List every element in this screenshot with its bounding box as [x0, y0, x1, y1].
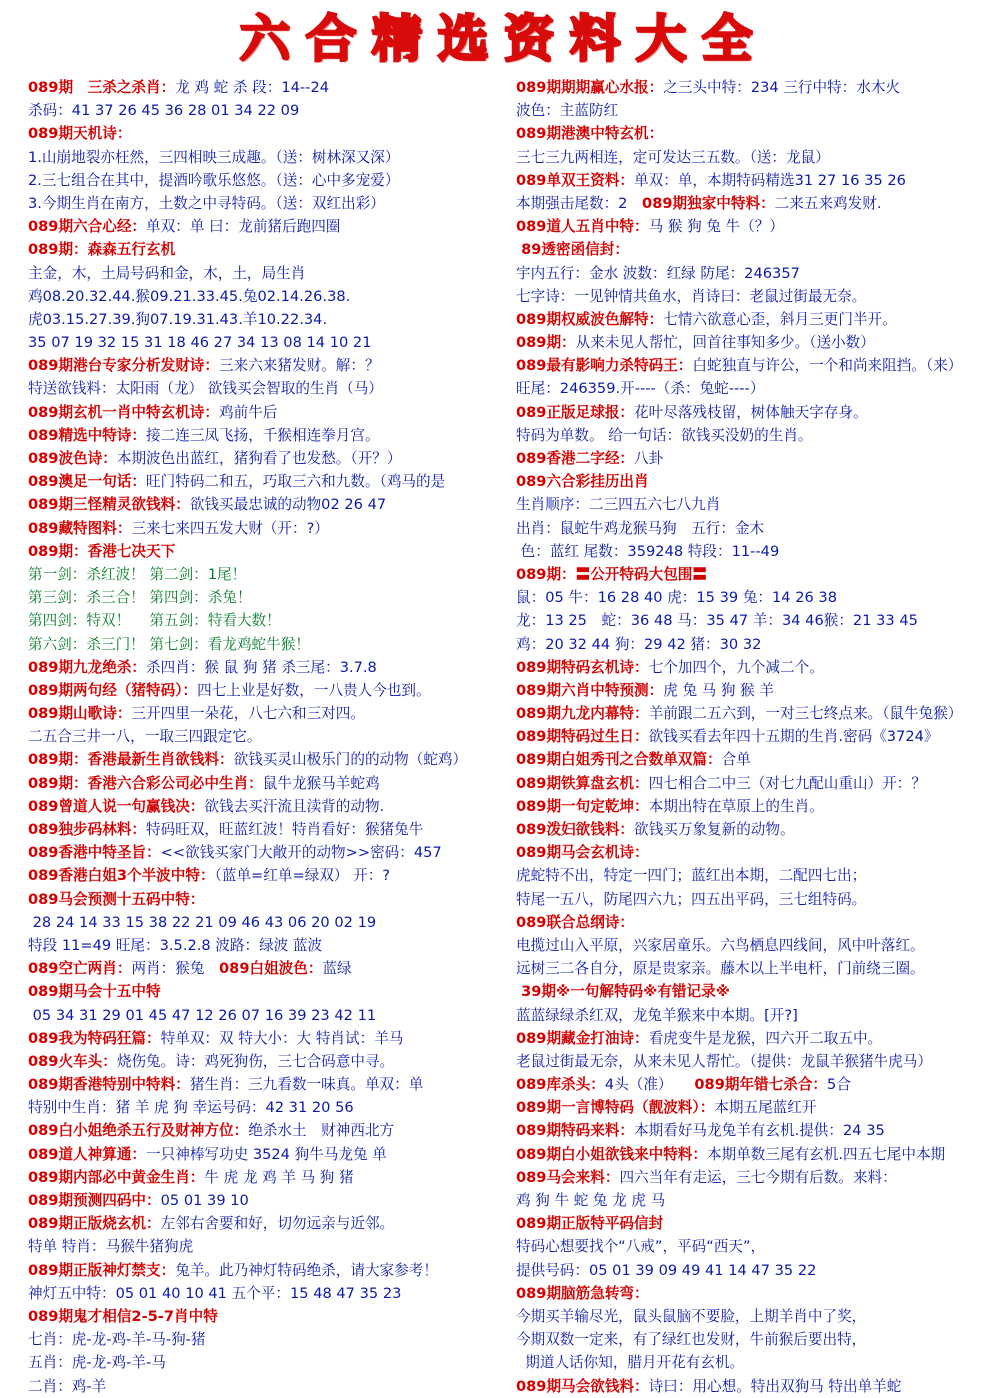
item-heading: 089马会来料： [516, 1168, 620, 1186]
item-text: 白蛇独直与许公，一个和尚来阻挡。（来） [692, 357, 963, 375]
left-line-45 [28, 1119, 518, 1142]
item-text: 特单 特肖：马猴牛猪狗虎 [28, 1238, 194, 1256]
left-line-38 [28, 957, 518, 980]
item-text: 花叶尽落残枝留，树体触天字存身。 [634, 403, 868, 421]
item-heading: 089期正版特平码信封 [516, 1215, 664, 1233]
right-line-22 [516, 586, 1004, 609]
item-text: 第六剑：杀三门！ 第七剑：看龙鸡蛇牛猴！ [28, 635, 310, 653]
item-text: 神灯五中特：05 01 40 10 41 五个平：15 48 47 35 23 [28, 1284, 402, 1302]
item-heading: 089期白姐秀刊之合数单双篇： [516, 751, 722, 769]
item-text: 单双：单 曰：龙前猪后跑四圈 [146, 218, 341, 236]
item-text: 从来未见人帮忙，回首往事知多少。（送小数） [575, 334, 875, 352]
item-text: 主金，木，土局号码和金，木，土，局生肖 [28, 264, 306, 282]
left-line-9 [28, 285, 518, 308]
item-text: 绝杀水土 财神西北方 [248, 1122, 395, 1140]
right-line-31 [516, 795, 1004, 818]
item-text: 马 猴 狗 兔 牛（？） [648, 218, 784, 236]
item-heading: 089期 三杀之杀肖： [28, 79, 176, 96]
item-text: 龙 鸡 蛇 杀 段：14--24 [175, 79, 330, 96]
item-text: 鸡08.20.32.44.猴09.21.33.45.兔02.14.26.38. [28, 287, 351, 305]
right-line-47 [516, 1166, 1004, 1189]
item-heading: 089期天机诗： [28, 125, 132, 143]
item-text: 欲钱买万象复新的动物。 [634, 821, 795, 838]
item-text: 本期单数三尾有玄机.四五七尾中本期 [707, 1145, 946, 1163]
left-line-47 [28, 1166, 518, 1189]
left-line-23 [28, 609, 518, 632]
left-line-51 [28, 1259, 518, 1282]
right-line-42 [516, 1050, 1004, 1073]
item-text: 七肖：虎-龙-鸡-羊-马-狗-猪 [28, 1331, 206, 1349]
item-text: 第一剑：杀红波！ 第二剑：1尾！ [28, 565, 247, 583]
right-line-32 [516, 818, 1004, 841]
item-heading: 089藏特图料： [28, 519, 132, 537]
item-text: 期道人话你知，腊月开花有玄机。 [516, 1354, 745, 1372]
left-line-7 [28, 238, 518, 261]
right-line-12 [516, 354, 1004, 377]
item-heading: 089期一言博特码（靓波料）： [516, 1099, 715, 1117]
item-heading: 089期九龙绝杀： [28, 658, 147, 676]
item-heading: 089期预测四码中： [28, 1192, 161, 1209]
item-text: 电揽过山入平原，兴家居童乐。六鸟栖息四线间，风中叶落红。 [516, 936, 925, 954]
item-heading: 089期藏金打油诗： [516, 1029, 649, 1047]
right-line-13 [516, 377, 1004, 400]
left-line-34 [28, 864, 518, 887]
right-line-55 [516, 1351, 1004, 1374]
item-text: 蓝绿 [322, 960, 352, 978]
right-line-18 [516, 493, 1004, 516]
left-line-20 [28, 540, 518, 563]
right-line-52 [516, 1282, 1004, 1305]
item-text: 诗曰：用心想。特出双狗马 特出单羊蛇 [648, 1377, 902, 1395]
item-text: 杀四肖：猴 鼠 狗 猪 杀三尾：3.7.8 [146, 658, 377, 676]
item-heading: 089白小姐绝杀五行及财神方位： [28, 1122, 249, 1140]
item-heading: 089期：香港六合彩公司必中生肖： [28, 774, 263, 792]
right-line-26 [516, 679, 1004, 702]
item-heading: 089期特码玄机诗： [516, 658, 649, 676]
item-text: 05 34 31 29 01 45 47 12 26 07 16 39 23 42 11 [28, 1006, 377, 1024]
item-text: 提供号码：05 01 39 09 49 41 14 47 35 22 [516, 1261, 817, 1279]
item-text: 三来七来四五发大财（开：?） [131, 519, 329, 537]
right-line-38 [516, 957, 1004, 980]
left-line-41 [28, 1027, 518, 1050]
item-heading: 089期脑筋急转弯： [516, 1284, 649, 1302]
item-text: 第三剑：杀三合！ 第四剑：杀兔！ [28, 589, 252, 607]
item-text: 鼠牛龙猴马羊蛇鸡 [262, 774, 380, 792]
right-line-53 [516, 1305, 1004, 1328]
right-line-20 [516, 540, 1004, 563]
item-heading: 089期特码来料： [516, 1122, 635, 1140]
item-text: 色：蓝红 尾数：359248 特段：11--49 [516, 542, 780, 560]
left-line-50 [28, 1235, 518, 1258]
left-line-26 [28, 679, 518, 702]
item-heading: 39期※一句解特码※有错记录※ [516, 983, 730, 1001]
right-line-5 [516, 192, 1004, 215]
left-line-37 [28, 934, 518, 957]
item-heading: 089我为特码狂篇： [28, 1029, 161, 1047]
item-text: 七个加四个，九个减二个。 [648, 658, 824, 676]
item-text: 2.三七组合在其中，提酒吟歌乐悠悠。（送：心中多宠爱） [28, 171, 400, 189]
left-line-18 [28, 493, 518, 516]
page-title: 六合精选资料大全 [240, 10, 768, 68]
item-heading: 089期年错七杀合： [694, 1076, 828, 1094]
item-heading: 089期鬼才相信2-5-7肖中特 [28, 1307, 218, 1325]
right-line-35 [516, 888, 1004, 911]
item-heading: 089曾道人说一句赢钱决： [28, 797, 205, 815]
item-text: 看虎变牛是龙猴，四六开二取五中。 [648, 1029, 883, 1047]
right-line-54 [516, 1328, 1004, 1351]
item-text: 特尾一五八，防尾四六九；四五出平码，三七组特码。 [516, 890, 867, 908]
item-text: 特段 11=49 旺尾：3.5.2.8 波路：绿波 蓝波 [28, 936, 323, 954]
item-heading: 089期：香港七决天下 [28, 542, 176, 560]
left-line-44 [28, 1096, 518, 1119]
left-line-27 [28, 702, 518, 725]
left-line-19 [28, 517, 518, 540]
item-text: 三来六来猪发财。解：？ [219, 357, 380, 375]
left-line-36 [28, 911, 518, 934]
item-heading: 089波色诗： [28, 450, 117, 467]
item-text: 杀码：41 37 26 45 36 28 01 34 22 09 [28, 102, 300, 120]
item-text: 旺门特码二和五，巧取三六和九数。（鸡马的是 [146, 473, 446, 491]
left-line-1 [28, 99, 518, 122]
left-line-13 [28, 377, 518, 400]
item-heading: 089期内部必中黄金生肖： [28, 1168, 205, 1186]
item-heading: 089澳足一句话： [28, 473, 147, 491]
item-heading: 089期六合心经： [28, 218, 147, 236]
item-heading: 089六合彩挂历出肖 [516, 473, 649, 491]
item-text: 二来五来鸡发财. [774, 194, 882, 212]
right-line-41 [516, 1027, 1004, 1050]
right-line-56 [516, 1375, 1004, 1398]
item-text: 接二连三凤飞扬，千猴相连拳月宫。 [146, 426, 380, 444]
right-line-44 [516, 1096, 1004, 1119]
item-heading: 089期山歌诗： [28, 705, 132, 723]
item-text: <<欲钱买家门大敞开的动物>>密码：457 [160, 844, 442, 862]
right-line-39 [516, 980, 1004, 1003]
item-text: 四七上业是好数，一八贵人今也到。 [197, 681, 431, 699]
left-line-48 [28, 1189, 518, 1212]
item-text: 出肖：鼠蛇牛鸡龙猴马狗 五行：金木 [516, 519, 765, 537]
item-heading: 089期港台专家分析发财诗： [28, 357, 219, 375]
item-text: 左邻右舍要和好，切勿远亲与近邻。 [160, 1215, 395, 1233]
right-line-19 [516, 517, 1004, 540]
left-line-32 [28, 818, 518, 841]
right-line-7 [516, 238, 1004, 261]
left-line-35 [28, 888, 518, 911]
item-heading: 089火车头： [28, 1052, 117, 1070]
item-text: 鸡 狗 牛 蛇 兔 龙 虎 马 [516, 1192, 666, 1209]
item-text: 之三头中特：234 三行中特：水木火 [663, 79, 901, 96]
item-heading: 089期：〓公开特码大包围〓 [516, 565, 707, 583]
item-text: 欲钱买看去年四十五期的生肖.密码《3724》 [648, 728, 939, 746]
left-line-25 [28, 656, 518, 679]
left-line-30 [28, 772, 518, 795]
left-line-15 [28, 424, 518, 447]
item-heading: 089精选中特诗： [28, 426, 147, 444]
item-text: 七情六欲意心歪，斜月三更门半开。 [663, 310, 897, 328]
item-heading: 089期马会玄机诗： [516, 844, 649, 862]
item-text: 鸡：20 32 44 狗：29 42 猪：30 32 [516, 635, 762, 653]
item-text: 本期强击尾数：2 [516, 194, 643, 212]
left-line-17 [28, 470, 518, 493]
right-line-25 [516, 656, 1004, 679]
item-heading: 089最有影响力杀特码王： [516, 357, 693, 375]
item-heading: 089库杀头： [516, 1076, 605, 1094]
right-line-46 [516, 1143, 1004, 1166]
item-text: 蓝蓝绿绿杀红双，龙兔羊猴来中本期。[开?] [516, 1006, 798, 1024]
item-heading: 089期港澳中特玄机： [516, 125, 664, 143]
item-heading: 089期： [516, 334, 576, 352]
item-heading: 89透密函信封： [516, 241, 629, 259]
item-heading: 089白姐波色： [219, 960, 323, 978]
item-text: 合单 [721, 751, 751, 769]
item-text: 特码为单数。 给一句话：欲钱买没奶的生肖。 [516, 426, 813, 444]
item-text: 羊前跟二五六到，一对三七终点来。（鼠牛兔猴） [648, 705, 963, 723]
item-text: 鸡前牛后 [219, 403, 278, 421]
left-line-31 [28, 795, 518, 818]
left-line-5 [28, 192, 518, 215]
left-line-22 [28, 586, 518, 609]
left-line-49 [28, 1212, 518, 1235]
item-text: 特单双：双 特大小：大 特肖试：羊马 [160, 1029, 404, 1047]
item-text: 特别中生肖：猪 羊 虎 狗 幸运号码：42 31 20 56 [28, 1099, 354, 1117]
item-text: 二肖：鸡-羊 [28, 1377, 107, 1395]
item-heading: 089期：森森五行玄机 [28, 241, 176, 259]
item-text: （蓝单=红单=绿双） 开：? [214, 867, 391, 885]
right-line-24 [516, 633, 1004, 656]
item-text: 第四剑：特双！ 第五剑：特看大数！ [28, 612, 281, 630]
item-heading: 089期正版烧玄机： [28, 1215, 161, 1233]
left-line-12 [28, 354, 518, 377]
item-text: 35 07 19 32 15 31 18 46 27 34 13 08 14 10 21 [28, 334, 372, 352]
left-line-21 [28, 563, 518, 586]
right-line-9 [516, 285, 1004, 308]
item-text: 两肖：猴兔 [131, 960, 220, 978]
item-text: 远树三二各自分，原是贵家亲。藤木以上半电杆，门前绕三圈。 [516, 960, 925, 978]
item-heading: 089期马会欲钱料： [516, 1377, 649, 1395]
item-heading: 089期白小姐欲钱来中特料： [516, 1145, 707, 1163]
item-text: 猪生肖：三九看数一味真。单双：单 [189, 1076, 424, 1094]
left-line-39 [28, 980, 518, 1003]
item-heading: 089期三怪精灵欲钱料： [28, 496, 190, 514]
item-text: 欲钱买灵山极乐门的的动物（蛇鸡） [233, 751, 468, 769]
item-heading: 089期六肖中特预测： [516, 681, 664, 699]
item-text: 四六当年有走运，三七今期有后数。来料： [619, 1168, 897, 1186]
item-text: 兔羊。此乃神灯特码绝杀，请大家参考！ [175, 1261, 438, 1279]
item-text: 今期买羊输尽光，鼠头鼠脑不要脸，上期羊肖中了奖， [516, 1307, 867, 1325]
item-heading: 089正版足球报： [516, 403, 635, 421]
item-heading: 089道人五肖中特： [516, 218, 649, 236]
left-line-40 [28, 1004, 518, 1027]
left-line-56 [28, 1375, 518, 1398]
item-text: 老鼠过街最无奈，从来未见人帮忙。（提供：龙鼠羊猴猪牛虎马） [516, 1052, 932, 1070]
left-line-42 [28, 1050, 518, 1073]
item-heading: 089期权威波色解特： [516, 310, 664, 328]
left-line-46 [28, 1143, 518, 1166]
right-line-15 [516, 424, 1004, 447]
right-line-16 [516, 447, 1004, 470]
right-line-17 [516, 470, 1004, 493]
left-line-33 [28, 841, 518, 864]
right-line-28 [516, 725, 1004, 748]
right-line-23 [516, 609, 1004, 632]
item-heading: 089期九龙内幕特： [516, 705, 649, 723]
right-line-11 [516, 331, 1004, 354]
right-line-43 [516, 1073, 1004, 1096]
item-text: 特码旺双，旺蓝红波！特肖看好：猴猪兔牛 [146, 821, 424, 838]
item-heading: 089期期期赢心水报： [516, 79, 664, 96]
item-heading: 089单双王资料： [516, 171, 635, 189]
item-heading: 089期玄机一肖中特玄机诗： [28, 403, 219, 421]
item-text: 生肖顺序：二三四五六七八九肖 [516, 496, 721, 514]
left-line-43 [28, 1073, 518, 1096]
right-line-29 [516, 748, 1004, 771]
item-text: 波色：主蓝防红 [516, 102, 619, 120]
item-heading: 089期香港特别中特料： [28, 1076, 190, 1094]
left-line-6 [28, 215, 518, 238]
item-heading: 089期正版神灯禁支： [28, 1261, 176, 1279]
left-line-53 [28, 1305, 518, 1328]
right-line-10 [516, 308, 1004, 331]
left-line-54 [28, 1328, 518, 1351]
item-heading: 089香港白姐3个半波中特： [28, 867, 215, 885]
item-heading: 089泼妇欲钱料： [516, 821, 635, 838]
item-text: 本期波色出蓝红，猪狗看了也发愁。（开？） [116, 450, 402, 467]
item-text: 05 01 39 10 [160, 1192, 249, 1209]
right-line-30 [516, 772, 1004, 795]
right-line-49 [516, 1212, 1004, 1235]
right-column [516, 76, 1004, 1398]
right-line-37 [516, 934, 1004, 957]
item-text: 四七相合二中三（对七九配山重山）开：？ [648, 774, 926, 792]
right-line-27 [516, 702, 1004, 725]
right-line-50 [516, 1235, 1004, 1258]
item-text: 虎03.15.27.39.狗07.19.31.43.羊10.22.34. [28, 310, 328, 328]
item-heading: 089道人神算通： [28, 1145, 147, 1163]
left-line-14 [28, 401, 518, 424]
item-text: 三七三九两相连，定可发达三五数。（送：龙鼠） [516, 148, 830, 166]
item-heading: 089香港二字经： [516, 450, 635, 467]
left-line-52 [28, 1282, 518, 1305]
item-heading: 089期：香港最新生肖欲钱料： [28, 751, 234, 769]
item-text: 宇内五行：金水 波数：红绿 防尾：246357 [516, 264, 800, 282]
right-line-14 [516, 401, 1004, 424]
item-heading: 089期两句经（猪特码）： [28, 681, 198, 699]
item-text: 二五合三井一八，一取三四跟定它。 [28, 728, 262, 746]
item-text: 1.山崩地裂亦枉然，三四相映三成趣。（送：树林深又深） [28, 148, 400, 166]
item-heading: 089期一句定乾坤： [516, 797, 649, 815]
left-line-4 [28, 169, 518, 192]
item-text: 本期看好马龙兔羊有玄机.提供：24 35 [634, 1122, 885, 1140]
left-line-29 [28, 748, 518, 771]
item-text: 八卦 [634, 450, 664, 467]
item-text: 本期五尾蓝红开 [714, 1099, 817, 1117]
right-line-8 [516, 262, 1004, 285]
right-line-4 [516, 169, 1004, 192]
right-line-51 [516, 1259, 1004, 1282]
right-line-3 [516, 146, 1004, 169]
item-heading: 089期铁算盘玄机： [516, 774, 649, 792]
right-line-40 [516, 1004, 1004, 1027]
item-text: 单双：单，本期特码精选31 27 16 35 26 [634, 171, 906, 189]
item-text: 本期出特在草原上的生肖。 [648, 797, 824, 815]
left-line-11 [28, 331, 518, 354]
left-line-0 [28, 76, 518, 99]
left-line-16 [28, 447, 518, 470]
item-text: 虎蛇特不出，特定一四门；蓝红出本期，二配四七出； [516, 867, 867, 885]
right-line-33 [516, 841, 1004, 864]
right-line-2 [516, 122, 1004, 145]
item-text: 三开四里一朵花，八七六和三对四。 [131, 705, 365, 723]
item-text: 龙：13 25 蛇：36 48 马：35 47 羊：34 46猴：21 33 45 [516, 612, 918, 630]
right-line-34 [516, 864, 1004, 887]
left-line-24 [28, 633, 518, 656]
item-text: 3.今期生肖在南方，土数之中寻特码。（送：双红出彩） [28, 194, 385, 212]
item-text: 五肖：虎-龙-鸡-羊-马 [28, 1354, 166, 1372]
item-text: 特码心想要找个“八戒”，平码“西天”， [516, 1238, 766, 1256]
item-text: 4头（准） [604, 1076, 695, 1094]
item-text: 七字诗：一见钟情共鱼水，肖诗曰：老鼠过街最无奈。 [516, 287, 867, 305]
item-heading: 089独步码林料： [28, 821, 147, 838]
item-heading: 089期马会十五中特 [28, 983, 161, 1001]
left-line-8 [28, 262, 518, 285]
item-text: 欲钱去买汗流且渎背的动物. [204, 797, 385, 815]
item-text: 欲钱买最忠诚的动物02 26 47 [189, 496, 387, 514]
right-line-0 [516, 76, 1004, 99]
right-line-1 [516, 99, 1004, 122]
item-text: 28 24 14 33 15 38 22 21 09 46 43 06 20 02 19 [28, 913, 377, 931]
item-text: 5合 [827, 1076, 851, 1094]
item-heading: 089期独家中特料： [642, 194, 775, 212]
item-text: 旺尾：246359.开----（杀：兔蛇----） [516, 380, 765, 398]
left-line-3 [28, 146, 518, 169]
left-line-10 [28, 308, 518, 331]
item-text: 烧伤兔。诗：鸡死狗伤，三七合码意中寻。 [116, 1052, 395, 1070]
right-line-6 [516, 215, 1004, 238]
item-text: 鼠：05 牛：16 28 40 虎：15 39 兔：14 26 38 [516, 589, 837, 607]
item-heading: 089联合总纲诗： [516, 913, 635, 931]
item-text: 一只神棒写功史 3524 狗牛马龙兔 单 [146, 1145, 387, 1163]
left-line-55 [28, 1351, 518, 1374]
item-text: 特送欲钱料：太阳雨（龙） 欲钱买会智取的生肖（马） [28, 380, 383, 398]
left-line-28 [28, 725, 518, 748]
right-line-48 [516, 1189, 1004, 1212]
item-heading: 089空亡两肖： [28, 960, 132, 978]
right-line-21 [516, 563, 1004, 586]
item-text: 牛 虎 龙 鸡 羊 马 狗 猪 [204, 1168, 354, 1186]
item-heading: 089马会预测十五码中特： [28, 890, 205, 908]
item-text: 虎 兔 马 狗 猴 羊 [663, 681, 774, 699]
left-line-2 [28, 122, 518, 145]
item-heading: 089期特码过生日： [516, 728, 649, 746]
left-column [28, 76, 518, 1398]
item-text: 今期双数一定来，有了绿红也发财，牛前猴后要出特， [516, 1331, 867, 1349]
right-line-36 [516, 911, 1004, 934]
right-line-45 [516, 1119, 1004, 1142]
item-heading: 089香港中特圣旨： [28, 844, 161, 862]
